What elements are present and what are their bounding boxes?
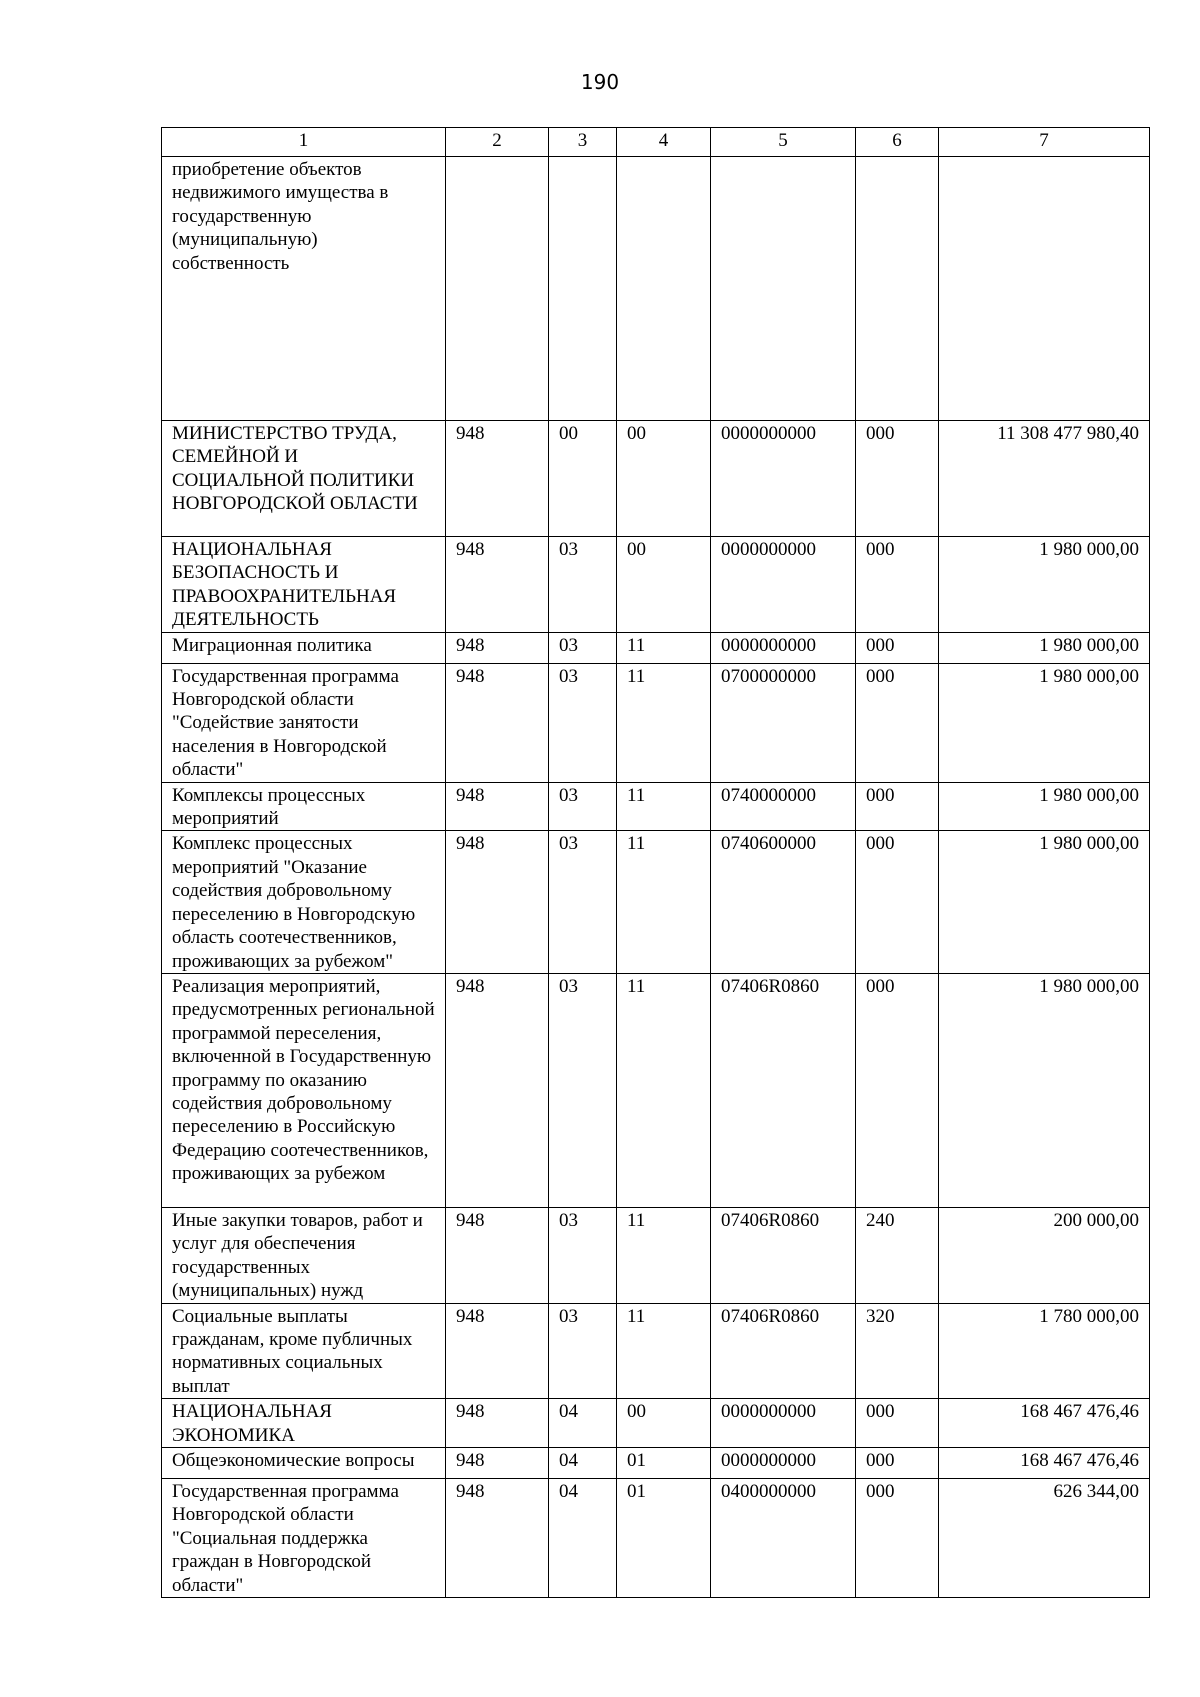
expense-type-cell: 000 bbox=[856, 537, 939, 633]
expense-type-cell: 320 bbox=[856, 1303, 939, 1399]
admin-code-cell: 948 bbox=[446, 973, 549, 1207]
target-article-cell: 0000000000 bbox=[711, 537, 856, 633]
admin-code-cell: 948 bbox=[446, 831, 549, 973]
subsection-code-cell bbox=[617, 157, 711, 421]
expense-type-cell: 000 bbox=[856, 663, 939, 782]
subsection-code-cell: 11 bbox=[617, 831, 711, 973]
table-row bbox=[162, 831, 1150, 973]
row-name-cell: Государственная программа Новгородской области "Содействие занятости населения в Новгородской области" bbox=[162, 663, 446, 782]
expense-type-cell bbox=[856, 157, 939, 421]
expense-type-cell: 000 bbox=[856, 831, 939, 973]
table-row bbox=[162, 1447, 1150, 1478]
row-name-cell: приобретение объектов недвижимого имущества в государственную (муниципальную) собственность bbox=[162, 157, 446, 421]
table-row bbox=[162, 1399, 1150, 1448]
table-row bbox=[162, 537, 1150, 633]
amount-cell: 626 344,00 bbox=[939, 1478, 1150, 1597]
amount-cell: 11 308 477 980,40 bbox=[939, 421, 1150, 537]
section-code-cell: 03 bbox=[549, 1207, 617, 1303]
target-article-cell bbox=[711, 157, 856, 421]
section-code-cell: 03 bbox=[549, 537, 617, 633]
section-code-cell: 00 bbox=[549, 421, 617, 537]
expense-type-cell: 000 bbox=[856, 421, 939, 537]
subsection-code-cell: 11 bbox=[617, 1303, 711, 1399]
table-row bbox=[162, 1303, 1150, 1399]
row-name-cell: НАЦИОНАЛЬНАЯ БЕЗОПАСНОСТЬ И ПРАВООХРАНИТЕЛЬНАЯ ДЕЯТЕЛЬНОСТЬ bbox=[162, 537, 446, 633]
admin-code-cell: 948 bbox=[446, 1399, 549, 1448]
target-article-cell: 0000000000 bbox=[711, 421, 856, 537]
expense-type-cell: 000 bbox=[856, 1399, 939, 1448]
subsection-code-cell: 11 bbox=[617, 973, 711, 1207]
table-row bbox=[162, 157, 1150, 421]
section-code-cell: 03 bbox=[549, 973, 617, 1207]
subsection-code-cell: 01 bbox=[617, 1478, 711, 1597]
expense-type-cell: 000 bbox=[856, 973, 939, 1207]
row-name-cell: Социальные выплаты гражданам, кроме публичных нормативных социальных выплат bbox=[162, 1303, 446, 1399]
admin-code-cell: 948 bbox=[446, 1478, 549, 1597]
row-name-cell: Реализация мероприятий, предусмотренных региональной программой переселения, включенной в Государственную программу по оказанию содействия добровольному переселению в Российскую Федерацию соотечественников, проживающих за рубежом bbox=[162, 973, 446, 1207]
subsection-code-cell: 01 bbox=[617, 1447, 711, 1478]
header-cell: 1 bbox=[162, 128, 446, 157]
target-article-cell: 07406R0860 bbox=[711, 1303, 856, 1399]
table-row bbox=[162, 782, 1150, 831]
amount-cell: 168 467 476,46 bbox=[939, 1447, 1150, 1478]
target-article-cell: 0000000000 bbox=[711, 1447, 856, 1478]
page-number: 190 bbox=[580, 70, 620, 94]
table-header-row bbox=[162, 128, 1150, 157]
table-row bbox=[162, 1207, 1150, 1303]
expense-type-cell: 000 bbox=[856, 782, 939, 831]
subsection-code-cell: 00 bbox=[617, 1399, 711, 1448]
subsection-code-cell: 00 bbox=[617, 421, 711, 537]
header-cell: 6 bbox=[856, 128, 939, 157]
target-article-cell: 07406R0860 bbox=[711, 973, 856, 1207]
table-row bbox=[162, 421, 1150, 537]
header-cell: 4 bbox=[617, 128, 711, 157]
table-row bbox=[162, 663, 1150, 782]
target-article-cell: 0740600000 bbox=[711, 831, 856, 973]
budget-table bbox=[161, 127, 1150, 1598]
header-cell: 2 bbox=[446, 128, 549, 157]
section-code-cell: 03 bbox=[549, 663, 617, 782]
target-article-cell: 0000000000 bbox=[711, 1399, 856, 1448]
admin-code-cell: 948 bbox=[446, 1207, 549, 1303]
header-cell: 5 bbox=[711, 128, 856, 157]
row-name-cell: Миграционная политика bbox=[162, 632, 446, 663]
target-article-cell: 07406R0860 bbox=[711, 1207, 856, 1303]
subsection-code-cell: 00 bbox=[617, 537, 711, 633]
row-name-cell: НАЦИОНАЛЬНАЯ ЭКОНОМИКА bbox=[162, 1399, 446, 1448]
table-row bbox=[162, 632, 1150, 663]
admin-code-cell: 948 bbox=[446, 1447, 549, 1478]
target-article-cell: 0740000000 bbox=[711, 782, 856, 831]
row-name-cell: Комплексы процессных мероприятий bbox=[162, 782, 446, 831]
amount-cell: 168 467 476,46 bbox=[939, 1399, 1150, 1448]
section-code-cell: 03 bbox=[549, 632, 617, 663]
admin-code-cell: 948 bbox=[446, 632, 549, 663]
subsection-code-cell: 11 bbox=[617, 1207, 711, 1303]
row-name-cell: МИНИСТЕРСТВО ТРУДА, СЕМЕЙНОЙ И СОЦИАЛЬНОЙ ПОЛИТИКИ НОВГОРОДСКОЙ ОБЛАСТИ bbox=[162, 421, 446, 537]
admin-code-cell: 948 bbox=[446, 663, 549, 782]
target-article-cell: 0400000000 bbox=[711, 1478, 856, 1597]
admin-code-cell: 948 bbox=[446, 421, 549, 537]
amount-cell: 1 980 000,00 bbox=[939, 537, 1150, 633]
section-code-cell: 04 bbox=[549, 1478, 617, 1597]
expense-type-cell: 000 bbox=[856, 632, 939, 663]
expense-type-cell: 000 bbox=[856, 1447, 939, 1478]
admin-code-cell: 948 bbox=[446, 782, 549, 831]
amount-cell: 1 980 000,00 bbox=[939, 831, 1150, 973]
section-code-cell: 03 bbox=[549, 1303, 617, 1399]
row-name-cell: Государственная программа Новгородской области "Социальная поддержка граждан в Новгородской области" bbox=[162, 1478, 446, 1597]
amount-cell: 1 980 000,00 bbox=[939, 782, 1150, 831]
row-name-cell: Общеэкономические вопросы bbox=[162, 1447, 446, 1478]
admin-code-cell bbox=[446, 157, 549, 421]
table-row bbox=[162, 1478, 1150, 1597]
expense-type-cell: 000 bbox=[856, 1478, 939, 1597]
subsection-code-cell: 11 bbox=[617, 663, 711, 782]
section-code-cell: 03 bbox=[549, 831, 617, 973]
section-code-cell: 04 bbox=[549, 1447, 617, 1478]
subsection-code-cell: 11 bbox=[617, 632, 711, 663]
section-code-cell: 04 bbox=[549, 1399, 617, 1448]
table-row bbox=[162, 973, 1150, 1207]
amount-cell: 1 980 000,00 bbox=[939, 632, 1150, 663]
section-code-cell: 03 bbox=[549, 782, 617, 831]
header-cell: 3 bbox=[549, 128, 617, 157]
admin-code-cell: 948 bbox=[446, 537, 549, 633]
subsection-code-cell: 11 bbox=[617, 782, 711, 831]
target-article-cell: 0000000000 bbox=[711, 632, 856, 663]
row-name-cell: Иные закупки товаров, работ и услуг для обеспечения государственных (муниципальных) нужд bbox=[162, 1207, 446, 1303]
expense-type-cell: 240 bbox=[856, 1207, 939, 1303]
amount-cell: 1 980 000,00 bbox=[939, 663, 1150, 782]
target-article-cell: 0700000000 bbox=[711, 663, 856, 782]
admin-code-cell: 948 bbox=[446, 1303, 549, 1399]
amount-cell bbox=[939, 157, 1150, 421]
amount-cell: 200 000,00 bbox=[939, 1207, 1150, 1303]
amount-cell: 1 980 000,00 bbox=[939, 973, 1150, 1207]
amount-cell: 1 780 000,00 bbox=[939, 1303, 1150, 1399]
header-cell: 7 bbox=[939, 128, 1150, 157]
row-name-cell: Комплекс процессных мероприятий "Оказание содействия добровольному переселению в Новгородскую область соотечественников, проживающих за рубежом" bbox=[162, 831, 446, 973]
section-code-cell bbox=[549, 157, 617, 421]
